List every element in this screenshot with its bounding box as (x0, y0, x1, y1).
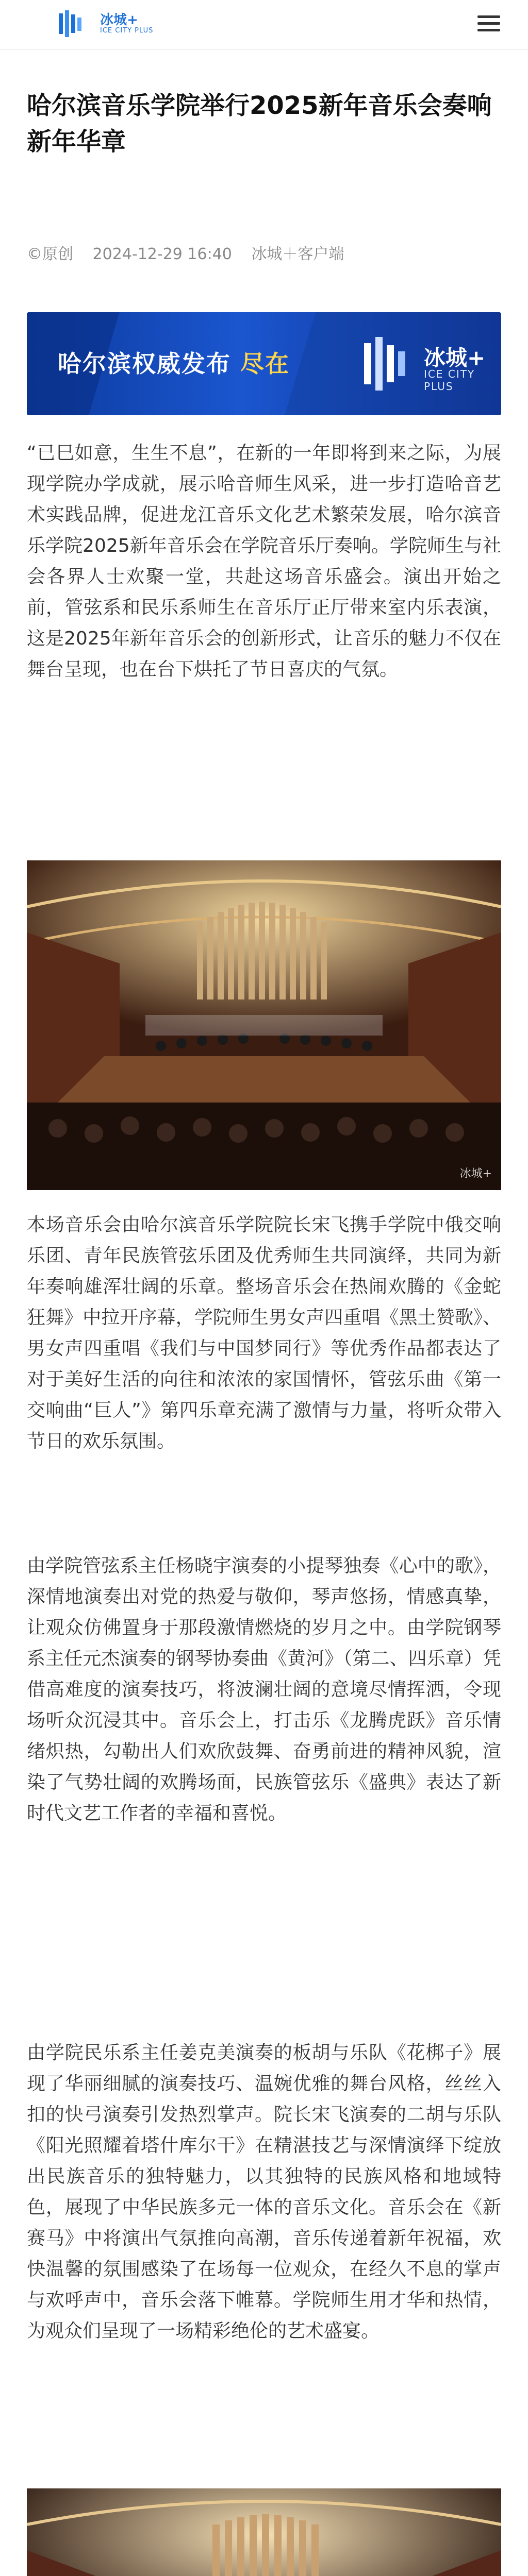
article-paragraph-2: 本场音乐会由哈尔滨音乐学院院长宋飞携手学院中俄交响乐团、青年民族管弦乐团及优秀师生共同演绎，共同为新年奏响雄浑壮阔的乐章。整场音乐会在热闹欢腾的《金蛇狂舞》中拉开序幕，学院师生男女声四重唱《黑土赞歌》、男女声四重唱《我们与中国梦同行》等优秀作品都表达了对于美好生活的向往和浓浓的家国情怀，管弦乐曲《第一交响曲“巨人”》第四乐章充满了激情与力量，将听众带入节日的欢乐氛围。 (27, 1214, 501, 1452)
logo-text: 冰城+ (100, 12, 138, 28)
banner-brand: 冰城+ (424, 345, 486, 370)
ice-city-logo-icon[interactable] (57, 9, 98, 38)
banner-slogan: 哈尔滨权威发布 尽在 (58, 350, 290, 378)
orchestra-performance-photo (27, 2488, 501, 2576)
banner-brand-sub: ICE CITY PLUS (424, 368, 475, 393)
logo-subtitle: ICE CITY PLUS (100, 27, 154, 35)
banner-logo-icon (357, 333, 419, 395)
article-meta (27, 241, 501, 262)
top-bar (0, 0, 528, 50)
hamburger-menu-icon[interactable] (474, 11, 503, 37)
original-label: ©原创 (27, 245, 73, 263)
source-link[interactable]: 冰城＋客户端 (251, 245, 344, 263)
publish-datetime: 2024-12-29 16:40 (92, 245, 232, 263)
article-paragraph-1: “已巳如意，生生不息”，在新的一年即将到来之际，为展现学院办学成就，展示哈音师生风采，进一步打造哈音艺术实践品牌，促进龙江音乐文化艺术繁荣发展，哈尔滨音乐学院2025新年音乐会在学院音乐厅奏响。学院师生与社会各界人士欢聚一堂，共赴这场音乐盛会。演出开始之前，管弦系和民乐系师生在音乐厅正厅带来室内乐表演，这是2025年新年音乐会的创新形式，让音乐的魅力不仅在舞台呈现，也在台下烘托了节日喜庆的气氛。 (27, 443, 501, 680)
article-paragraph-4: 由学院民乐系主任姜克美演奏的板胡与乐队《花梆子》展现了华丽细腻的演奏技巧、温婉优雅的舞台风格，丝丝入扣的快弓演奏引发热烈掌声。院长宋飞演奏的二胡与乐队《阳光照耀着塔什库尔干》在精湛技艺与深情演绎下绽放出民族音乐的独特魅力，以其独特的民族风格和地域特色，展现了中华民族多元一体的音乐文化。音乐会在《新赛马》中将演出气氛推向高潮，音乐传递着新年祝福，欢快温馨的氛围感染了在场每一位观众，在经久不息的掌声与欢呼声中，音乐会落下帷幕。学院师生用才华和热情，为观众们呈现了一场精彩绝伦的艺术盛宴。 (27, 2042, 501, 2342)
promo-banner[interactable] (27, 312, 501, 415)
concert-hall-stage-photo (27, 860, 501, 1190)
photo-watermark: 冰城+ (459, 1167, 492, 1180)
article-paragraph-3: 由学院管弦系主任杨晓宇演奏的小提琴独奏《心中的歌》，深情地演奏出对党的热爱与敬仰，琴声悠扬，情感真挚，让观众仿佛置身于那段激情燃烧的岁月之中。由学院钢琴系主任元杰演奏的钢琴协奏曲《黄河》（第二、四乐章）凭借高难度的演奏技巧，将波澜壮阔的意境尽情挥洒，令现场听众沉浸其中。音乐会上，打击乐《龙腾虎跃》音乐情绪炽热，勾勒出人们欢欣鼓舞、奋勇前进的精神风貌，渲染了气势壮阔的欢腾场面，民族管弦乐《盛典》表达了新时代文艺工作者的幸福和喜悦。 (27, 1555, 501, 1824)
article-title: 哈尔滨音乐学院举行2025新年音乐会奏响新年华章 (27, 91, 492, 156)
